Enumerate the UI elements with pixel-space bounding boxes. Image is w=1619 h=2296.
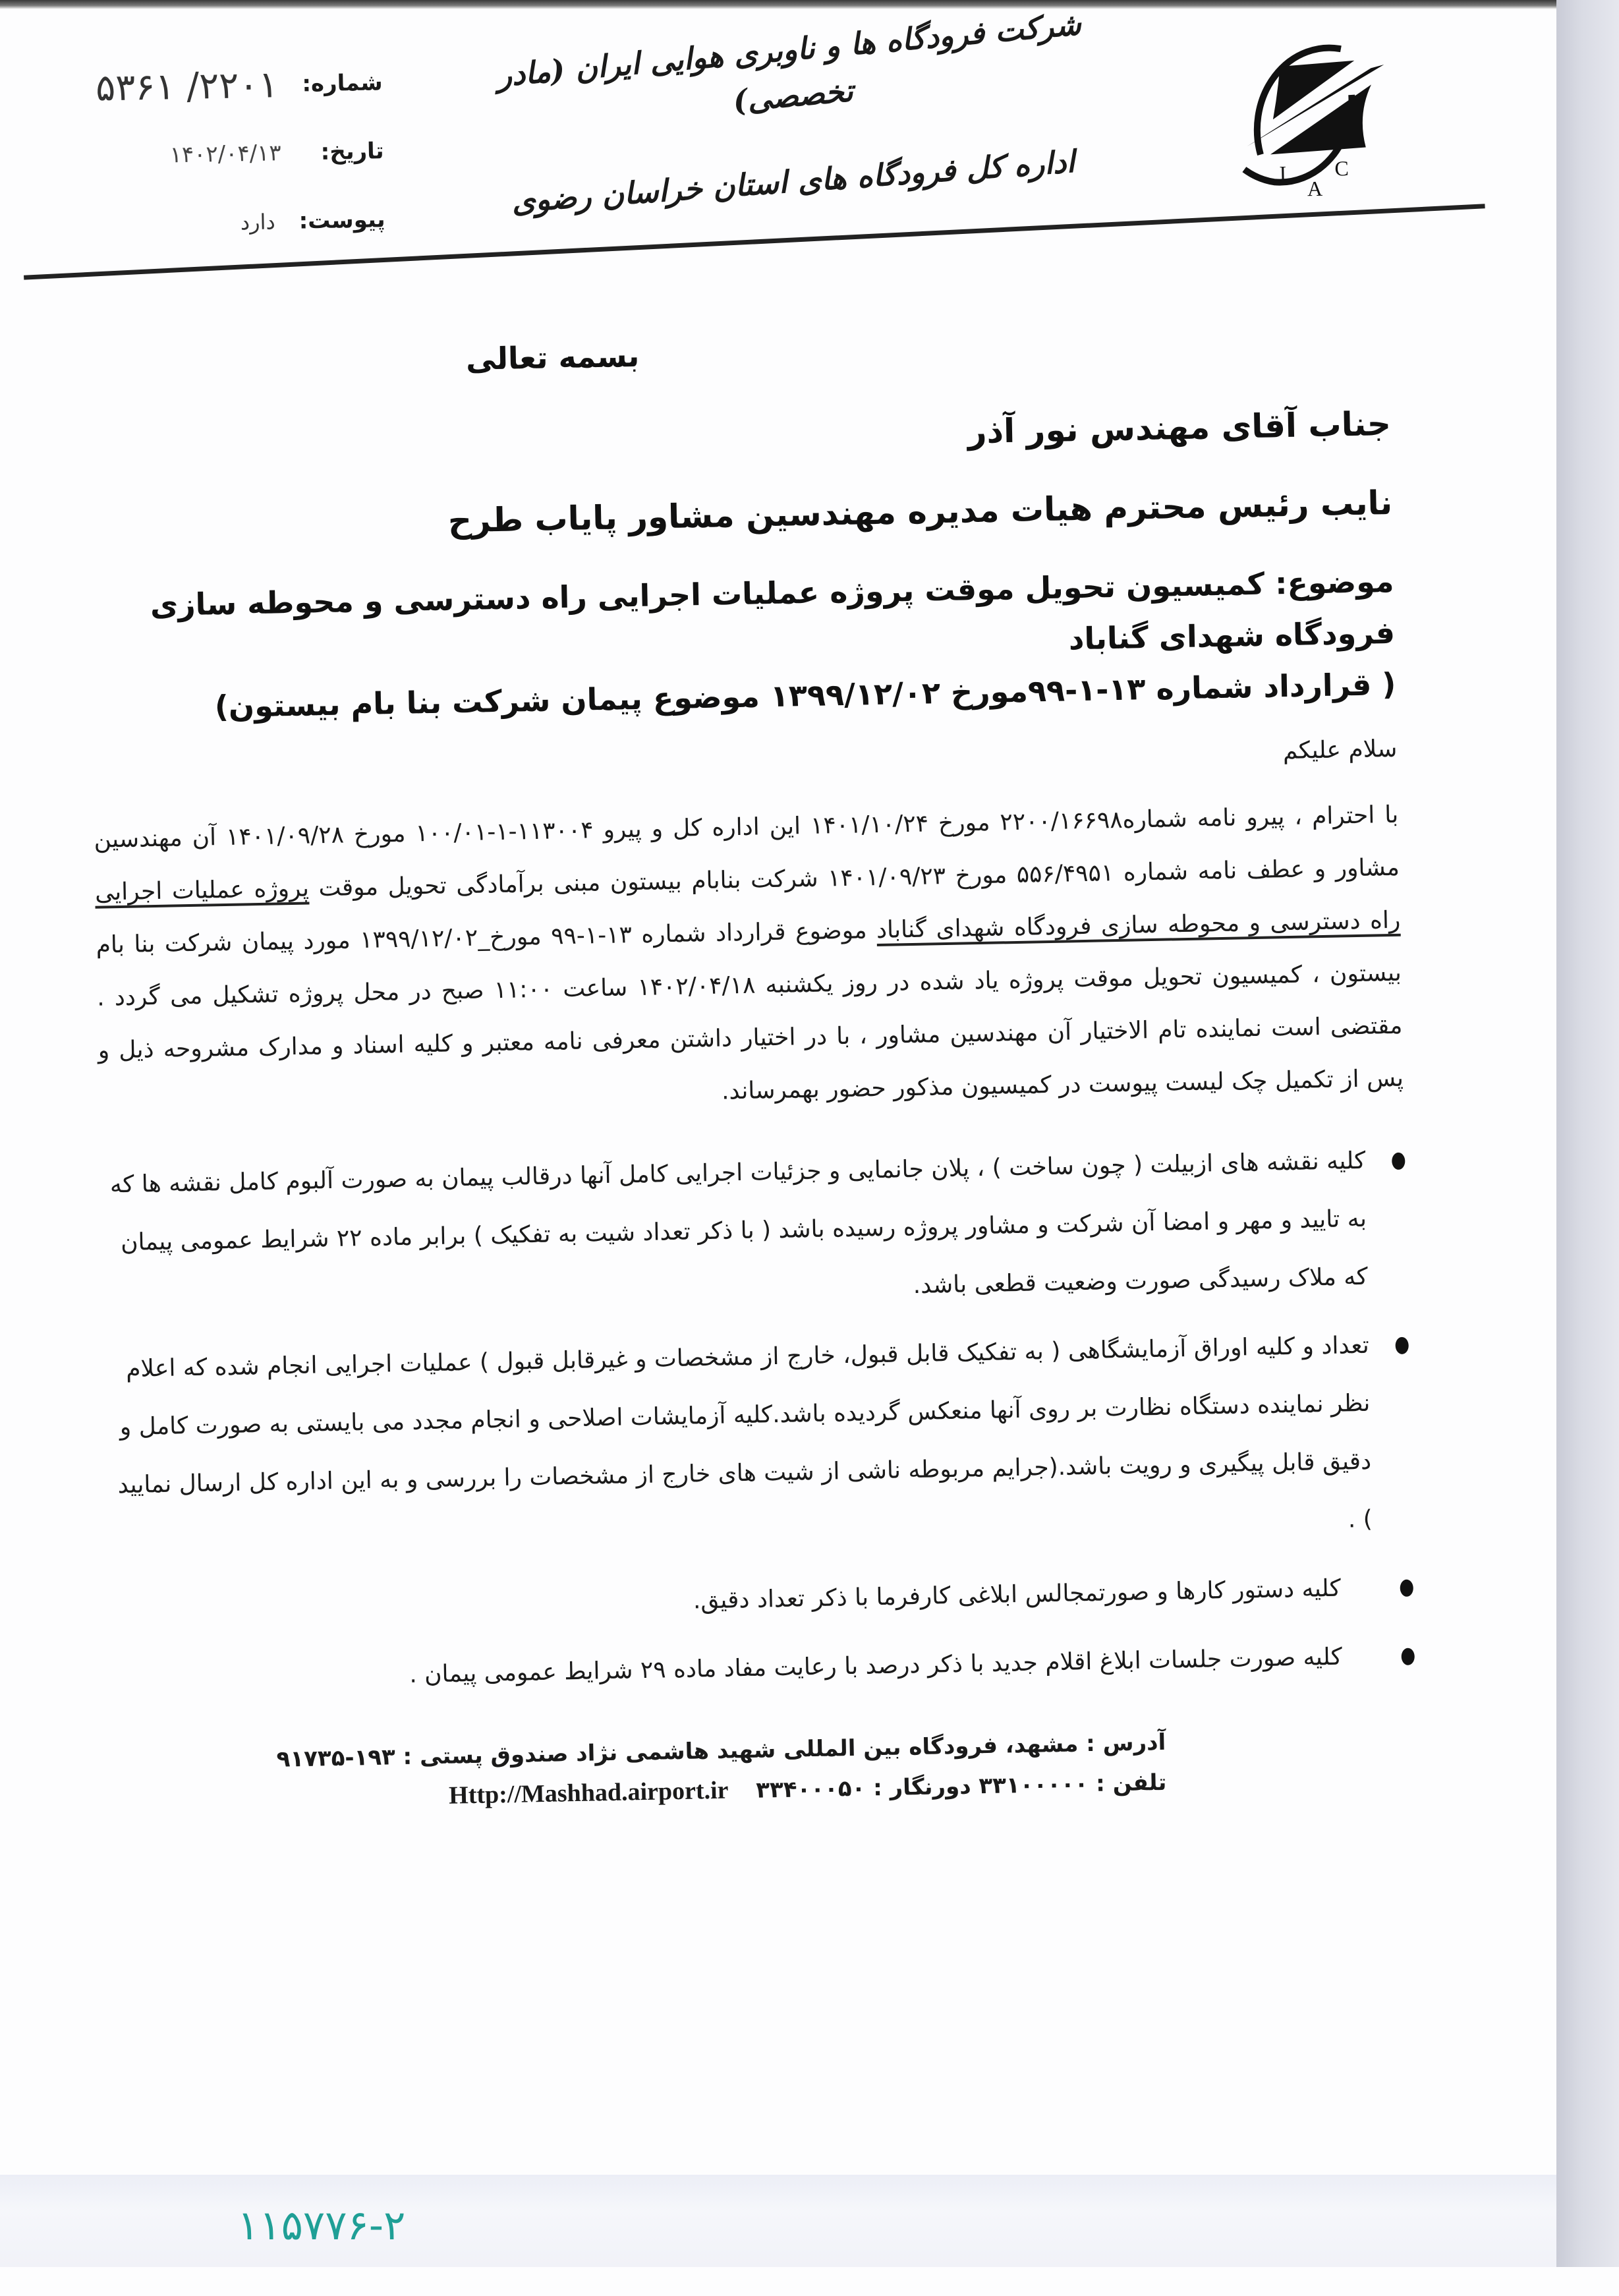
letter-number: ۲۲۰۱/ ۵۳۶۱	[95, 63, 279, 110]
svg-text:C: C	[1334, 156, 1349, 181]
subject-line-1: موضوع: کمیسیون تحویل موقت پروژه عملیات اجرایی راه دسترسی و محوطه سازی فرودگاه شهدای گناباد	[150, 563, 1396, 657]
svg-text:I: I	[1279, 161, 1287, 186]
subject-line-2: ( قرارداد شماره ۱۳-۱-۹۹مورخ ۱۳۹۹/۱۲/۰۲ موضوع پیمان شرکت بنا بام بیستون)	[214, 666, 1396, 725]
addressee-name: جناب آقای مهندس نور آذر	[967, 404, 1392, 451]
attachment-label: پیوست:	[298, 206, 385, 235]
letter-footer	[111, 1723, 1167, 1823]
organization-department: اداره کل فرودگاه های استان خراسان رضوی	[510, 143, 1076, 219]
handwritten-reference-number: ۱۱۵۷۷۶-۲	[237, 2201, 406, 2249]
bullet-icon	[1392, 1153, 1405, 1170]
list-item	[100, 1132, 1408, 1331]
footer-address: آدرس : مشهد، فرودگاه بین المللی شهید هاشمی نژاد صندوق پستی : ۱۹۳-۹۱۷۳۵	[276, 1729, 1166, 1773]
list-item-text: کلیه نقشه های ازبیلت ( چون ساخت ) ، پلان جانمایی و جزئیات اجرایی کامل آنها درقالب پیمان به صورت آلبوم کامل نقشه ها که به تایید و مهر و امضا آن شرکت و مشاور پروژه رسیده باشد ( با ذکر تعداد شیت به تفکیک ) برابر ماده ۲۲ شرایط عمومی پیمان که ملاک رسیدگی صورت وضعیت قطعی باشد.	[109, 1147, 1369, 1300]
list-item	[109, 1627, 1415, 1710]
footer-website-link[interactable]: Http://Mashhad.airport.ir	[448, 1776, 729, 1810]
bismillah: بسمه تعالی	[465, 337, 640, 377]
greeting: سلام علیکم	[1282, 735, 1398, 765]
addressee-title: نایب رئیس محترم هیات مدیره مهندسین مشاور پایاب طرح	[447, 483, 1393, 540]
list-item-text: کلیه دستور کارها و صورتمجالس ابلاغی کارفرما با ذکر تعداد دقیق.	[693, 1574, 1342, 1615]
paragraph-text-1: با احترام ، پیرو نامه شماره۲۲۰۰/۱۶۶۹۸ مورخ ۱۴۰۱/۱۰/۲۴ این اداره کل و پیرو ۱۱۳۰۰۴-۱-۱۰۰/۰۱ مورخ ۱۴۰۱/۰۹/۲۸ آن مهندسین مشاور و عطف نامه شماره ۵۵۶/۴۹۵۱ مورخ ۱۴۰۱/۰۹/۲۳ شرکت بنابام بیستون مبنی برآمادگی تحویل موقت	[94, 801, 1400, 902]
date-row	[80, 123, 385, 185]
bismillah-container	[84, 318, 1390, 389]
list-item-text: کلیه صورت جلسات ابلاغ اقلام جدید با ذکر درصد با رعایت مفاد ماده ۲۹ شرایط عمومی پیمان .	[409, 1643, 1343, 1688]
date-label: تاریخ:	[320, 138, 384, 166]
letter-body	[84, 318, 1417, 1823]
iac-logo-icon	[1205, 1, 1407, 203]
svg-text:A: A	[1307, 176, 1323, 201]
organization-name: شرکت فرودگاه ها و ناوبری هوایی ایران (مادر تخصصی)	[495, 5, 1083, 119]
letter-meta	[79, 54, 386, 254]
list-item	[108, 1559, 1413, 1642]
iac-logo	[1205, 1, 1407, 203]
attachment-row	[82, 191, 386, 254]
bullet-icon	[1402, 1648, 1415, 1665]
letter-subject	[89, 556, 1396, 735]
bullet-icon	[1400, 1580, 1413, 1597]
letter-date: ۱۴۰۲/۰۴/۱۳	[169, 140, 282, 169]
paragraph-underlined-project: پروژه عملیات اجرایی راه دسترسی و محوطه سازی فرودگاه شهدای گناباد	[95, 875, 1401, 946]
organization-header	[494, 5, 1090, 219]
list-item-text: تعداد و کلیه اوراق آزمایشگاهی ( به تفکیک قابل قبول، خارج از مشخصات و غیرقابل قبول ) عملیات اجرایی انجام شده که اعلام نظر نماینده دستگاه نظارت بر روی آنها منعکس گردیده باشد.کلیه آزمایشات اصلاحی و انجام مجدد می بایستی به صورت کامل و دقیق قابل پیگیری و رویت باشد.(جرایم مربوطه ناشی از شیت های خارج از مشخصات را بررسی و به این اداره کل ارسال نمایید ) .	[117, 1331, 1373, 1534]
number-row	[79, 54, 383, 117]
list-item	[103, 1316, 1412, 1573]
paragraph-text-2: موضوع قرارداد شماره ۱۳-۱-۹۹ مورخ_۱۳۹۹/۱۲/۰۲ مورد پیمان شرکت بنا بام بیستون ، کمیسیون تحویل موقت پروژه یاد شده در روز یکشنبه ۱۴۰۲/۰۴/۱۸ ساعت ۱۱:۰۰ صبح در محل پروژه تشکیل می گردد . مقتضی است نماینده تام الاختیار آن مهندسین مشاور ، با در اختیار داشتن معرفی نامه معتبر و کلیه اسناد و مدارک مشروحه ذیل و پس از تکمیل چک لیست پیوست در کمیسیون مذکور حضور بهمرساند.	[96, 917, 1404, 1105]
attachment-value: دارد	[240, 209, 275, 235]
bullet-icon	[1395, 1337, 1408, 1354]
required-documents-list	[100, 1132, 1415, 1710]
letter-body-paragraph	[94, 789, 1404, 1130]
number-label: شماره:	[301, 69, 383, 98]
footer-phone-fax: تلفن : ۳۳۱۰۰۰۰۰ دورنگار : ۳۳۴۰۰۰۵۰	[755, 1769, 1167, 1804]
